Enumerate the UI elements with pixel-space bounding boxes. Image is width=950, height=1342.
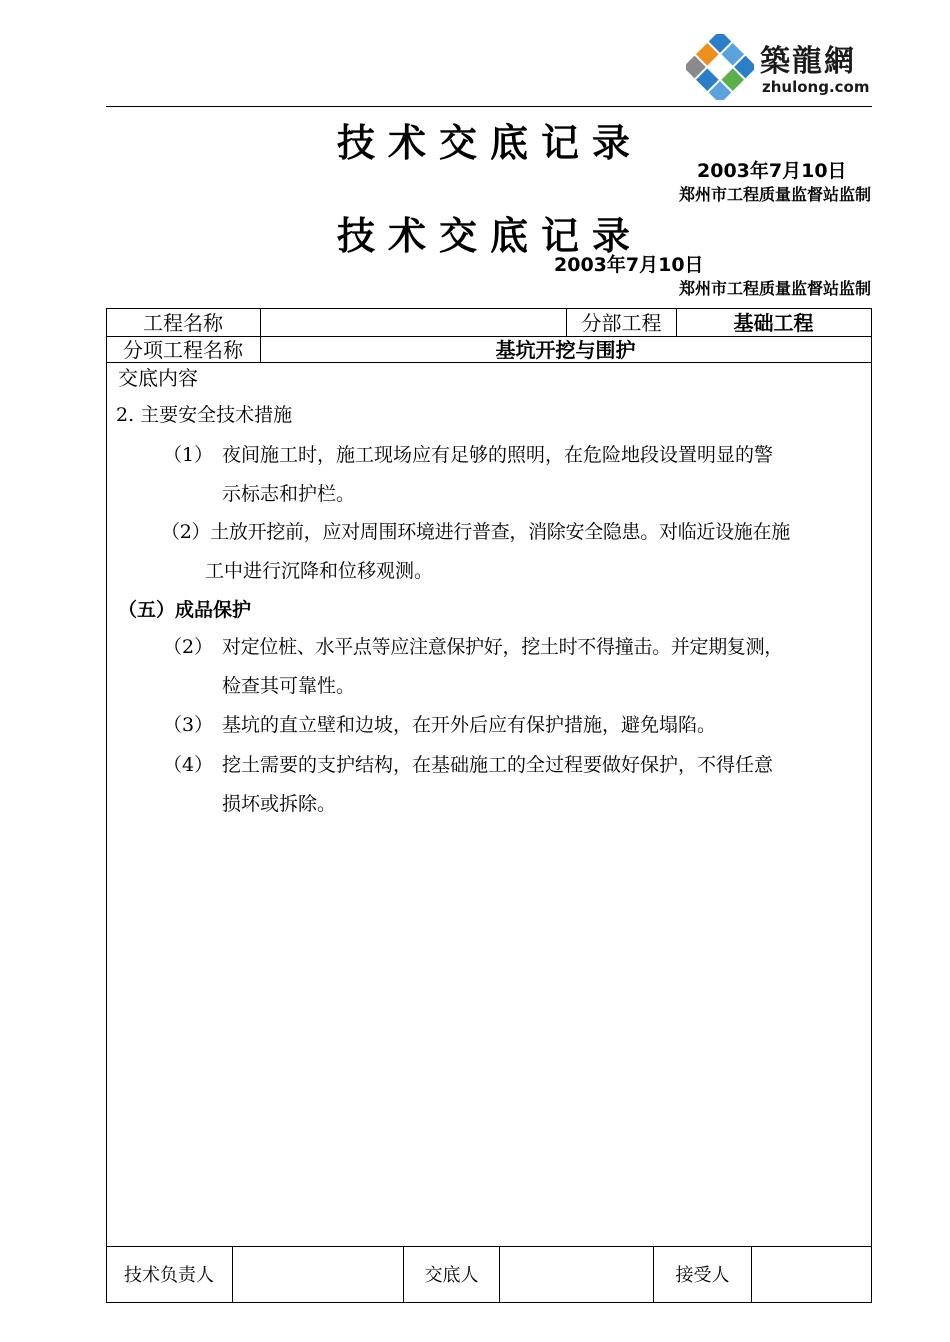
tech-lead-label: 技术负责人	[124, 1265, 214, 1286]
zhulong-logo-icon	[686, 34, 754, 100]
content-label: 交底内容	[118, 366, 198, 390]
section-5-title: （五）成品保护	[118, 599, 252, 621]
protect-item-4-text: 挖土需要的支护结构，在基础施工的全过程要做好保护，不得任意	[222, 754, 774, 776]
receiver-label: 接受人	[675, 1265, 730, 1286]
subitem-value: 基坑开挖与围护	[495, 338, 636, 362]
item-1-text-cont: 示标志和护栏。	[222, 483, 356, 505]
protect-item-2-text-cont: 检查其可靠性。	[222, 675, 356, 697]
division-label: 分部工程	[581, 311, 662, 335]
item-1-number: （1）	[163, 444, 214, 466]
subitem-label: 分项工程名称	[123, 338, 243, 362]
header-rule	[106, 106, 872, 107]
logo-url: zhulong.com	[762, 78, 870, 96]
col-divider	[499, 1246, 500, 1302]
supervision-station: 郑州市工程质量监督站监制	[678, 185, 871, 204]
logo-name: 築龍網	[760, 44, 856, 79]
section-2-title: 2. 主要安全技术措施	[116, 404, 293, 426]
protect-item-3-text: 基坑的直立壁和边坡，在开外后应有保护措施，避免塌陷。	[222, 714, 717, 736]
item-1-text: 夜间施工时，施工现场应有足够的照明，在危险地段设置明显的警	[222, 444, 774, 466]
zhulong-logo	[686, 34, 871, 100]
supervision-station-repeat: 郑州市工程质量监督站监制	[678, 279, 871, 298]
protect-item-2-text: 对定位桩、水平点等应注意保护好，挖土时不得撞击。并定期复测，	[222, 636, 784, 658]
protect-item-3-number: （3）	[163, 714, 214, 736]
project-name-label: 工程名称	[143, 311, 223, 335]
division-value: 基础工程	[733, 311, 814, 335]
protect-item-4-text-cont: 损坏或拆除。	[222, 793, 337, 815]
protect-item-4-number: （4）	[163, 754, 214, 776]
page-title: 技术交底记录	[336, 121, 643, 165]
header-date-repeat: 2003年7月10日	[554, 254, 704, 276]
item-2-text-cont: 工中进行沉降和位移观测。	[205, 560, 434, 582]
presenter-label: 交底人	[424, 1265, 479, 1286]
item-2-text: （2）土放开挖前，应对周围环境进行普查，消除安全隐患。对临近设施在施	[161, 521, 790, 543]
col-divider	[232, 1246, 233, 1302]
page-title-repeat: 技术交底记录	[336, 214, 643, 258]
header-date: 2003年7月10日	[697, 160, 847, 182]
col-divider	[751, 1246, 752, 1302]
protect-item-2-number: （2）	[163, 636, 214, 658]
signature-row-divider	[106, 1246, 872, 1247]
